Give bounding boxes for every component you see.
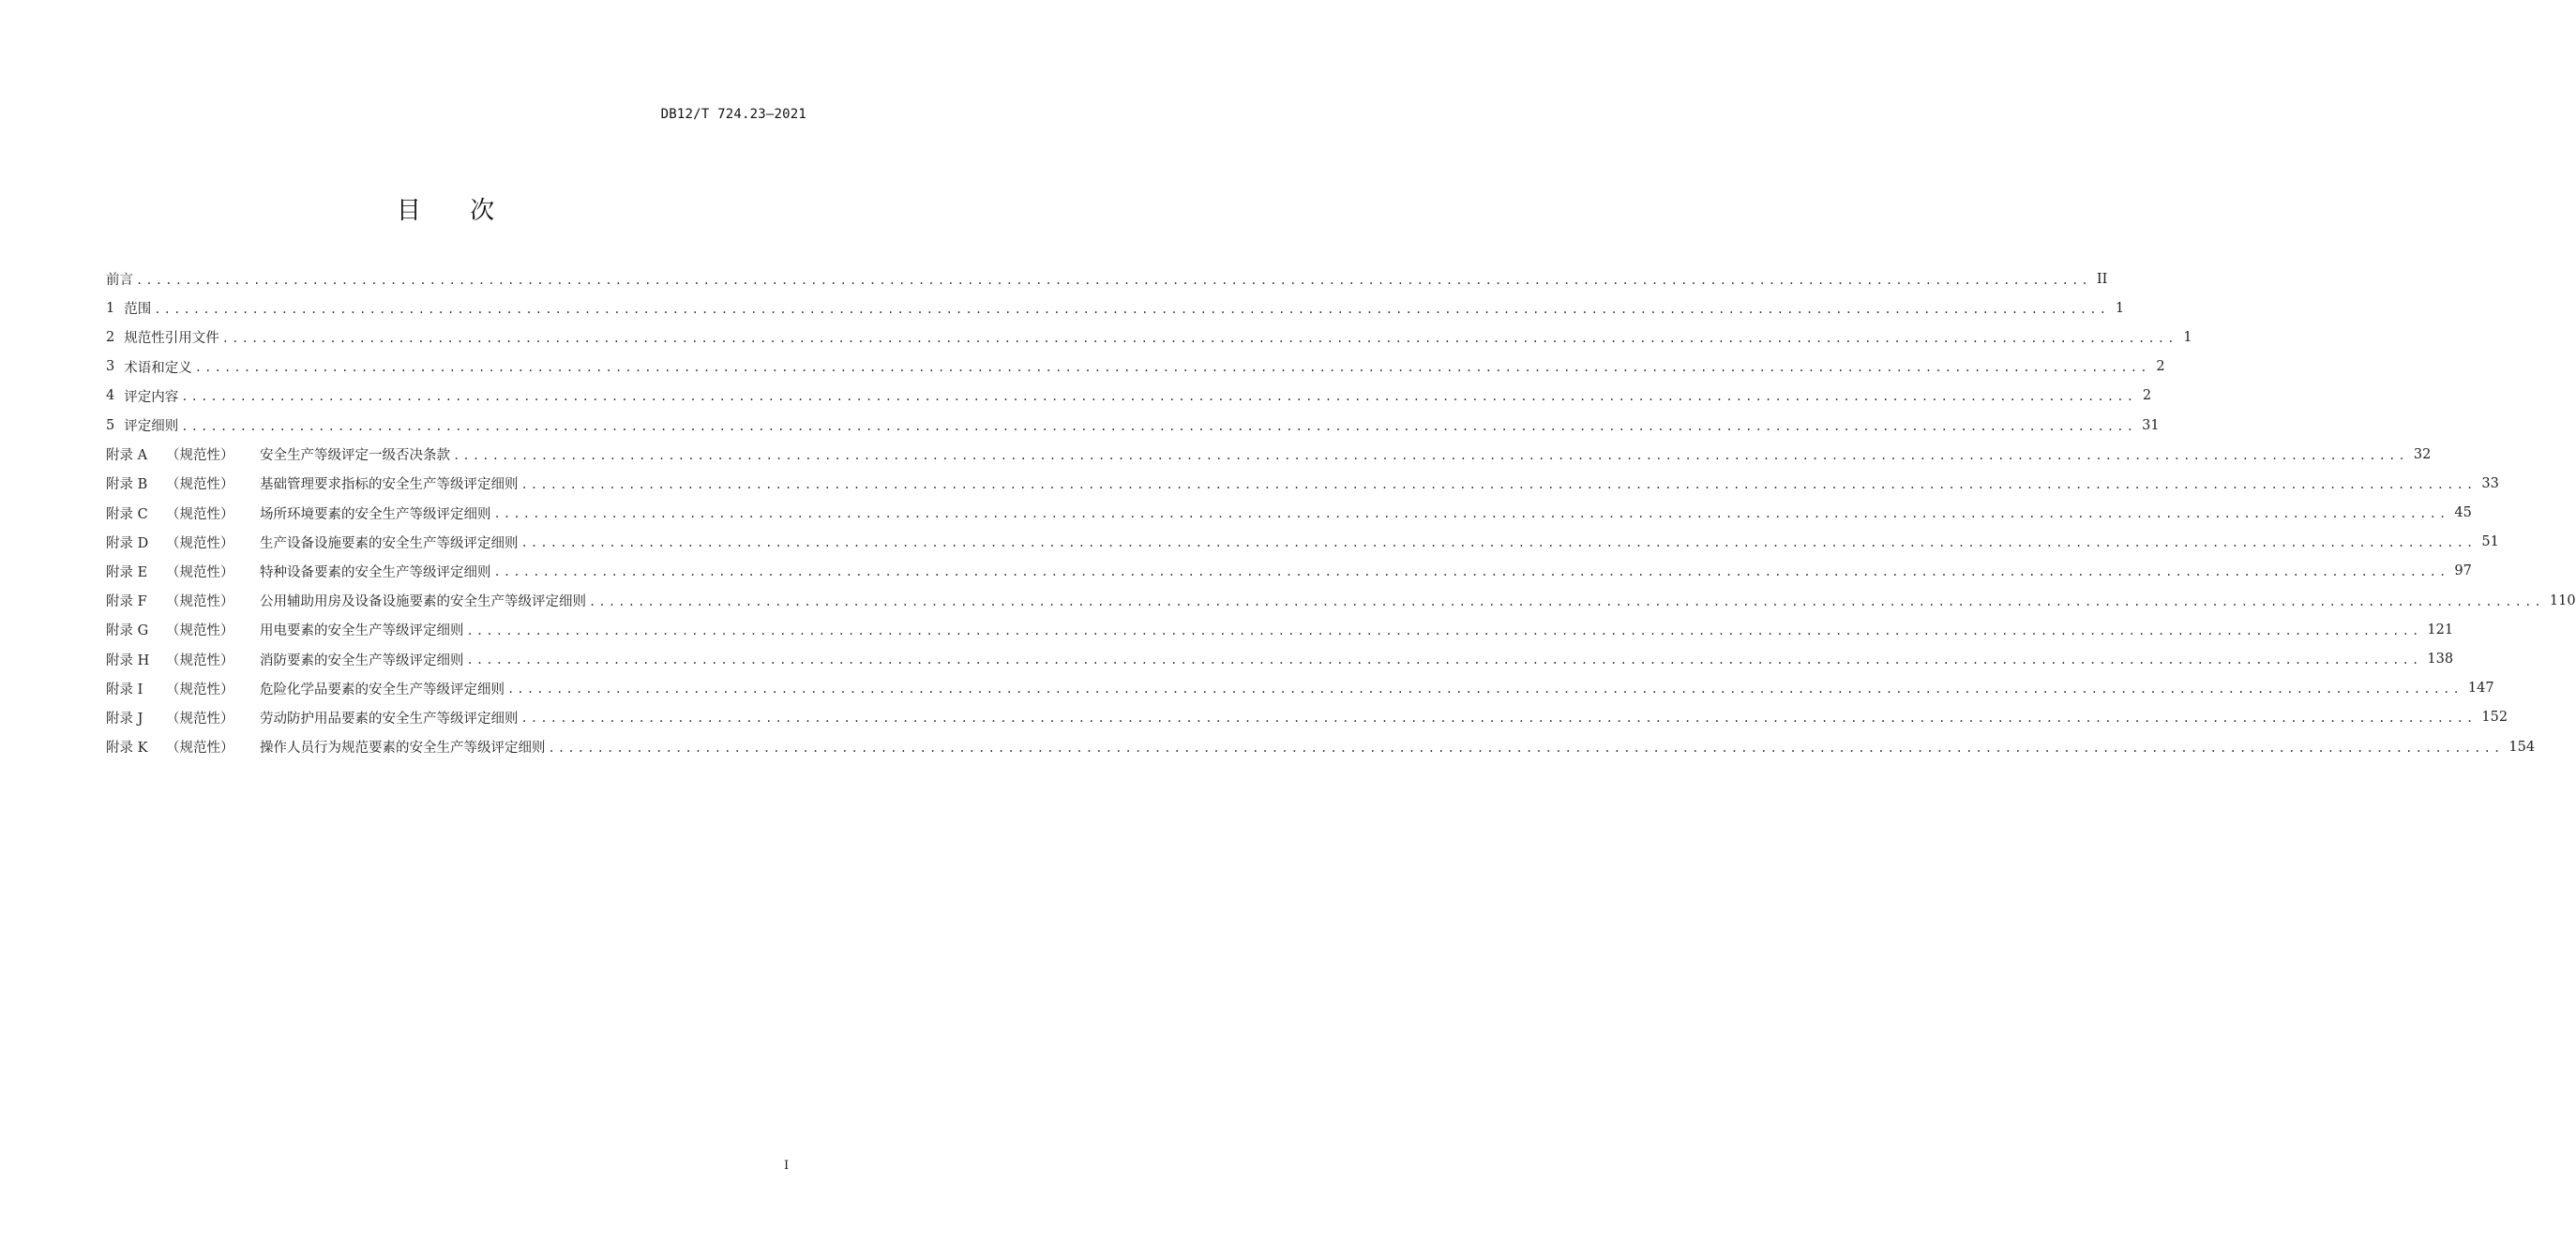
toc-entry-page: 138 xyxy=(2427,652,2454,668)
toc-leader-dots: ........................................................................................................................................................................................................ xyxy=(466,653,2422,668)
toc-entry-text: 范围 xyxy=(124,302,152,318)
toc-leader-dots: ........................................................................................................................................................................................................ xyxy=(221,331,2177,345)
toc-entry-annex-h[interactable] xyxy=(106,644,2454,673)
toc-entry-section-1[interactable] xyxy=(106,293,2125,322)
toc-annex-id: 附录 F xyxy=(106,594,147,610)
toc-entry-text: 规范性引用文件 xyxy=(124,331,219,347)
toc-leader-dots: ........................................................................................................................................................................................................ xyxy=(453,448,2408,462)
toc-leader-dots: ........................................................................................................................................................................................................ xyxy=(493,507,2449,521)
toc-annex-id: 附录 D xyxy=(106,535,149,551)
toc-annex-id: 附录 J xyxy=(106,711,143,727)
toc-annex-type: （规范性） xyxy=(166,535,234,551)
toc-annex-type: （规范性） xyxy=(166,448,234,464)
toc-entry-page: 31 xyxy=(2142,417,2160,433)
toc-entry-number: 5 xyxy=(106,417,115,433)
toc-annex-id: 附录 A xyxy=(106,448,148,464)
toc-entry-foreword[interactable] xyxy=(106,264,2108,293)
toc-entry-annex-c[interactable] xyxy=(106,499,2472,528)
toc-annex-type: （规范性） xyxy=(166,564,234,580)
toc-annex-id: 附录 B xyxy=(106,477,148,493)
toc-annex-type: （规范性） xyxy=(166,652,234,668)
toc-entry-page: 32 xyxy=(2413,446,2432,462)
toc-annex-type: （规范性） xyxy=(166,506,234,522)
toc-entry-annex-k[interactable] xyxy=(106,732,2536,761)
toc-entry-text: 消防要素的安全生产等级评定细则 xyxy=(260,652,464,668)
toc-entry-text: 公用辅助用房及设备设施要素的安全生产等级评定细则 xyxy=(260,594,586,610)
toc-entry-section-3[interactable] xyxy=(106,352,2165,382)
toc-entry-page: 1 xyxy=(2115,300,2125,316)
toc-annex-id: 附录 E xyxy=(106,564,148,580)
toc-entry-annex-g[interactable] xyxy=(106,615,2454,644)
toc-entry-page: 33 xyxy=(2481,475,2499,491)
document-code: DB12/T 724.23—2021 xyxy=(660,107,806,122)
toc-leader-dots: ........................................................................................................................................................................................................ xyxy=(507,682,2463,697)
toc-entry-text: 用电要素的安全生产等级评定细则 xyxy=(260,623,464,639)
toc-entry-annex-i[interactable] xyxy=(106,674,2494,703)
toc-entry-text: 前言 xyxy=(106,273,133,289)
toc-entry-number: 4 xyxy=(106,388,115,404)
toc-annex-id: 附录 K xyxy=(106,741,148,757)
toc-entry-annex-f[interactable] xyxy=(106,586,2576,615)
toc-annex-id: 附录 I xyxy=(106,682,143,698)
table-of-contents xyxy=(106,264,2576,761)
toc-leader-dots: ........................................................................................................................................................................................................ xyxy=(493,565,2449,579)
toc-entry-text: 危险化学品要素的安全生产等级评定细则 xyxy=(260,682,505,698)
toc-entry-page: 97 xyxy=(2454,563,2472,579)
toc-entry-section-5[interactable] xyxy=(106,411,2160,440)
toc-annex-type: （规范性） xyxy=(166,477,234,493)
toc-annex-type: （规范性） xyxy=(166,594,234,610)
toc-leader-dots: ........................................................................................................................................................................................................ xyxy=(466,623,2422,638)
page-number: I xyxy=(784,1159,790,1173)
toc-entry-text: 评定细则 xyxy=(124,419,179,435)
toc-annex-id: 附录 H xyxy=(106,652,150,668)
toc-entry-text: 劳动防护用品要素的安全生产等级评定细则 xyxy=(260,711,519,727)
toc-leader-dots: ........................................................................................................................................................................................................ xyxy=(181,390,2137,404)
toc-entry-section-4[interactable] xyxy=(106,382,2152,411)
toc-entry-page: 121 xyxy=(2427,622,2454,638)
toc-leader-dots: ........................................................................................................................................................................................................ xyxy=(548,741,2504,755)
toc-entry-page: 154 xyxy=(2508,739,2536,755)
toc-entry-text: 操作人员行为规范要素的安全生产等级评定细则 xyxy=(260,741,546,757)
toc-entry-page: 110 xyxy=(2549,592,2576,608)
toc-entry-text: 特种设备要素的安全生产等级评定细则 xyxy=(260,564,491,580)
toc-entry-page: 147 xyxy=(2467,681,2494,697)
toc-entry-annex-d[interactable] xyxy=(106,528,2499,557)
toc-leader-dots: ........................................................................................................................................................................................................ xyxy=(194,361,2150,375)
toc-entry-page: 1 xyxy=(2183,329,2192,345)
toc-entry-annex-a[interactable] xyxy=(106,440,2432,469)
toc-entry-text: 安全生产等级评定一级否决条款 xyxy=(260,448,450,464)
toc-entry-annex-b[interactable] xyxy=(106,469,2499,498)
toc-annex-type: （规范性） xyxy=(166,711,234,727)
toc-annex-id: 附录 G xyxy=(106,623,149,639)
toc-entry-section-2[interactable] xyxy=(106,322,2192,352)
toc-annex-type: （规范性） xyxy=(166,741,234,757)
toc-entry-page: 2 xyxy=(2142,388,2152,404)
toc-entry-number: 1 xyxy=(106,300,115,316)
toc-leader-dots: ........................................................................................................................................................................................................ xyxy=(136,273,2091,287)
toc-entry-page: 45 xyxy=(2454,505,2472,521)
page-title: 目 次 xyxy=(396,197,516,225)
toc-entry-page: 152 xyxy=(2481,710,2508,726)
toc-leader-dots: ........................................................................................................................................................................................................ xyxy=(520,712,2477,726)
toc-leader-dots: ........................................................................................................................................................................................................ xyxy=(154,302,2110,316)
toc-entry-page: 51 xyxy=(2481,534,2499,550)
toc-leader-dots: ........................................................................................................................................................................................................ xyxy=(520,477,2477,491)
toc-entry-annex-j[interactable] xyxy=(106,703,2508,732)
toc-annex-id: 附录 C xyxy=(106,506,148,522)
toc-leader-dots: ........................................................................................................................................................................................................ xyxy=(589,594,2544,608)
toc-entry-page: 2 xyxy=(2156,359,2165,375)
toc-entry-number: 3 xyxy=(106,359,115,375)
toc-annex-type: （规范性） xyxy=(166,623,234,639)
toc-entry-text: 场所环境要素的安全生产等级评定细则 xyxy=(260,506,491,522)
toc-entry-text: 生产设备设施要素的安全生产等级评定细则 xyxy=(260,535,519,551)
toc-entry-annex-e[interactable] xyxy=(106,557,2472,586)
toc-entry-text: 术语和定义 xyxy=(124,360,192,376)
toc-entry-text: 基础管理要求指标的安全生产等级评定细则 xyxy=(260,477,519,493)
toc-annex-type: （规范性） xyxy=(166,682,234,698)
toc-leader-dots: ........................................................................................................................................................................................................ xyxy=(520,536,2477,550)
toc-entry-page: II xyxy=(2096,271,2108,287)
toc-entry-number: 2 xyxy=(106,329,115,345)
toc-entry-text: 评定内容 xyxy=(124,389,179,405)
toc-leader-dots: ........................................................................................................................................................................................................ xyxy=(181,419,2137,433)
